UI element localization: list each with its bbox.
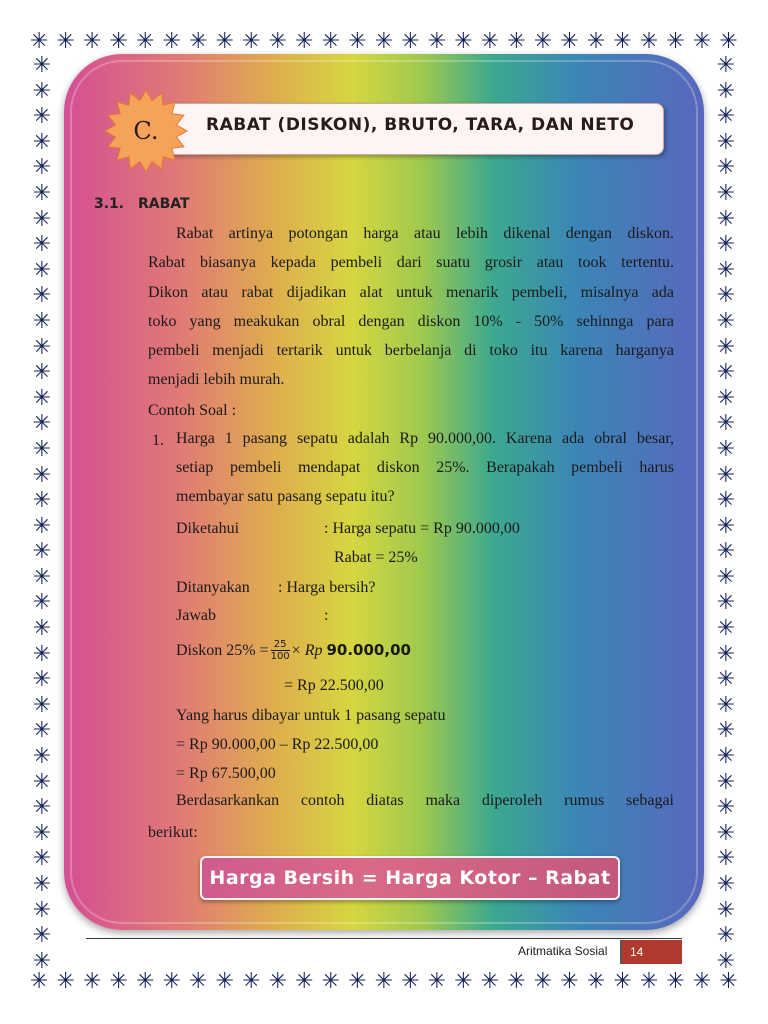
snowflake-icon: ✳ <box>32 769 52 795</box>
snowflake-icon: ✳ <box>189 29 208 54</box>
snowflake-icon: ✳ <box>32 923 52 949</box>
snowflake-icon: ✳ <box>374 29 394 54</box>
snowflake-icon: ✳ <box>215 969 235 994</box>
snowflake-icon: ✳ <box>427 29 447 54</box>
snowflake-icon: ✳ <box>716 539 736 565</box>
paragraph-line: Dikon atau rabat dijadikan alat untuk menarik pembeli, misalnya ada <box>148 284 674 301</box>
diskon-lhs: Diskon 25% = <box>176 642 269 659</box>
snowflake-icon: ✳ <box>692 969 712 994</box>
snowflake-icon: ✳ <box>56 29 75 54</box>
snowflake-icon: ✳ <box>32 360 52 386</box>
snowflake-icon: ✳ <box>268 29 288 54</box>
snowflake-icon: ✳ <box>719 29 738 54</box>
snowflake-icon: ✳ <box>716 155 736 181</box>
snowflake-icon: ✳ <box>716 769 736 795</box>
snowflake-icon: ✳ <box>32 795 52 821</box>
snowflake-icon: ✳ <box>56 969 75 994</box>
snowflake-icon: ✳ <box>666 29 685 54</box>
snowflake-icon: ✳ <box>560 969 579 994</box>
snowflake-icon: ✳ <box>242 29 261 54</box>
formula-box: Harga Bersih = Harga Kotor – Rabat <box>200 856 620 900</box>
snowflake-icon: ✳ <box>162 969 182 994</box>
paragraph-line: toko yang meakukan obral dengan diskon 10% - 50% sehinnga para <box>148 313 674 330</box>
example-label: Contoh Soal : <box>148 402 237 419</box>
fraction: $\frac{25}{100}$ <box>270 639 290 662</box>
snowflake-icon: ✳ <box>215 29 235 54</box>
snowflake-icon: ✳ <box>32 462 52 488</box>
snowflake-icon: ✳ <box>348 969 367 994</box>
snowflake-icon: ✳ <box>613 969 632 994</box>
snowflake-icon: ✳ <box>480 29 500 54</box>
snowflake-icon: ✳ <box>427 969 447 994</box>
snowflake-icon: ✳ <box>716 948 736 974</box>
snowflake-icon: ✳ <box>716 411 736 437</box>
problem-line: setiap pembeli mendapat diskon 25%. Berapakah pembeli harus <box>176 459 674 476</box>
snowflake-icon: ✳ <box>716 488 736 514</box>
snowflake-icon: ✳ <box>666 969 685 994</box>
problem-line: Harga 1 pasang sepatu adalah Rp 90.000,00. Karena ada obral besar, <box>176 430 674 447</box>
snowflake-icon: ✳ <box>716 232 736 258</box>
snowflake-icon: ✳ <box>507 29 526 54</box>
answer-label: Jawab <box>176 607 216 624</box>
snowflake-icon: ✳ <box>639 969 659 994</box>
asked-value: : Harga bersih? <box>278 579 376 596</box>
snowflake-icon: ✳ <box>692 29 712 54</box>
snowflake-icon: ✳ <box>32 539 52 565</box>
answer-colon: : <box>324 607 329 624</box>
times-symbol: × <box>291 642 301 659</box>
snowflake-icon: ✳ <box>560 29 579 54</box>
snowflake-icon: ✳ <box>30 969 49 994</box>
section-name: RABAT <box>138 196 190 212</box>
snowflake-icon: ✳ <box>32 744 52 770</box>
snowflake-icon: ✳ <box>32 897 52 923</box>
border-top <box>30 30 738 54</box>
border-left <box>30 54 54 974</box>
snowflake-icon: ✳ <box>32 692 52 718</box>
snowflake-icon: ✳ <box>32 206 52 232</box>
asked-label: Ditanyakan <box>176 579 250 596</box>
snowflake-icon: ✳ <box>716 513 736 539</box>
snowflake-icon: ✳ <box>716 385 736 411</box>
paragraph-line: pembeli menjadi tertarik untuk berbelanja di toko itu karena harganya <box>148 342 674 359</box>
footer-label: Aritmatika Sosial <box>518 944 608 958</box>
snowflake-icon: ✳ <box>716 360 736 386</box>
snowflake-icon: ✳ <box>716 53 736 78</box>
snowflake-icon: ✳ <box>716 692 736 718</box>
snowflake-icon: ✳ <box>716 590 736 616</box>
problem-number: 1. <box>152 432 164 449</box>
known-price: : Harga sepatu = Rp 90.000,00 <box>324 520 520 537</box>
snowflake-icon: ✳ <box>83 29 102 54</box>
pay-label: Yang harus dibayar untuk 1 pasang sepatu <box>176 707 446 724</box>
snowflake-icon: ✳ <box>136 969 155 994</box>
rp-symbol: Rp <box>304 642 323 659</box>
page-number: 14 <box>622 940 682 964</box>
snowflake-icon: ✳ <box>32 641 52 667</box>
snowflake-icon: ✳ <box>716 564 736 590</box>
snowflake-icon: ✳ <box>32 513 52 539</box>
snowflake-icon: ✳ <box>32 718 52 744</box>
pay-line: = Rp 90.000,00 – Rp 22.500,00 <box>176 736 379 753</box>
snowflake-icon: ✳ <box>32 129 52 155</box>
snowflake-icon: ✳ <box>32 411 52 437</box>
paragraph-line: menjadi lebih murah. <box>148 371 285 388</box>
section-number: 3.1. <box>94 196 125 212</box>
snowflake-icon: ✳ <box>716 744 736 770</box>
snowflake-icon: ✳ <box>32 78 52 104</box>
conclusion-line: Berdasarkankan contoh diatas maka diperoleh rumus sebagai <box>176 792 674 809</box>
snowflake-icon: ✳ <box>295 969 314 994</box>
snowflake-icon: ✳ <box>83 969 102 994</box>
snowflake-icon: ✳ <box>716 436 736 462</box>
snowflake-icon: ✳ <box>348 29 367 54</box>
snowflake-icon: ✳ <box>716 667 736 693</box>
snowflake-icon: ✳ <box>533 29 553 54</box>
conclusion-line: berikut: <box>148 824 198 841</box>
page-title: RABAT (DISKON), BRUTO, TARA, DAN NETO <box>206 115 635 135</box>
snowflake-icon: ✳ <box>32 846 52 872</box>
snowflake-icon: ✳ <box>716 795 736 821</box>
snowflake-icon: ✳ <box>32 257 52 283</box>
snowflake-icon: ✳ <box>295 29 314 54</box>
snowflake-icon: ✳ <box>586 29 606 54</box>
snowflake-icon: ✳ <box>32 155 52 181</box>
snowflake-icon: ✳ <box>321 29 341 54</box>
snowflake-icon: ✳ <box>716 78 736 104</box>
snowflake-icon: ✳ <box>454 969 473 994</box>
snowflake-icon: ✳ <box>716 641 736 667</box>
section-title <box>94 196 190 212</box>
paragraph-line: Rabat artinya potongan harga atau lebih dikenal dengan diskon. <box>176 225 674 242</box>
diskon-formula <box>176 636 411 665</box>
snowflake-icon: ✳ <box>32 283 52 309</box>
snowflake-icon: ✳ <box>401 969 420 994</box>
snowflake-icon: ✳ <box>32 820 52 846</box>
snowflake-icon: ✳ <box>242 969 261 994</box>
amount: 90.000,00 <box>326 641 411 659</box>
snowflake-icon: ✳ <box>716 897 736 923</box>
snowflake-icon: ✳ <box>109 969 128 994</box>
snowflake-icon: ✳ <box>374 969 394 994</box>
snowflake-icon: ✳ <box>162 29 182 54</box>
snowflake-icon: ✳ <box>32 308 52 334</box>
snowflake-icon: ✳ <box>32 436 52 462</box>
snowflake-icon: ✳ <box>32 667 52 693</box>
snowflake-icon: ✳ <box>32 180 52 206</box>
snowflake-icon: ✳ <box>136 29 155 54</box>
snowflake-icon: ✳ <box>480 969 500 994</box>
snowflake-icon: ✳ <box>716 283 736 309</box>
snowflake-icon: ✳ <box>716 206 736 232</box>
snowflake-icon: ✳ <box>716 129 736 155</box>
snowflake-icon: ✳ <box>189 969 208 994</box>
snowflake-icon: ✳ <box>716 334 736 360</box>
pay-result: = Rp 67.500,00 <box>176 765 276 782</box>
snowflake-icon: ✳ <box>32 564 52 590</box>
snowflake-icon: ✳ <box>507 969 526 994</box>
snowflake-icon: ✳ <box>716 872 736 897</box>
snowflake-icon: ✳ <box>716 462 736 488</box>
snowflake-icon: ✳ <box>716 616 736 642</box>
known-rabat: Rabat = 25% <box>334 549 418 566</box>
snowflake-icon: ✳ <box>32 872 52 897</box>
snowflake-icon: ✳ <box>719 969 738 994</box>
snowflake-icon: ✳ <box>109 29 128 54</box>
section-badge: C. <box>133 117 159 145</box>
snowflake-icon: ✳ <box>716 308 736 334</box>
diskon-result: = Rp 22.500,00 <box>284 677 384 694</box>
snowflake-icon: ✳ <box>268 969 288 994</box>
snowflake-icon: ✳ <box>321 969 341 994</box>
snowflake-icon: ✳ <box>32 334 52 360</box>
snowflake-icon: ✳ <box>716 718 736 744</box>
snowflake-icon: ✳ <box>716 846 736 872</box>
snowflake-icon: ✳ <box>639 29 659 54</box>
snowflake-icon: ✳ <box>533 969 553 994</box>
snowflake-icon: ✳ <box>716 820 736 846</box>
snowflake-icon: ✳ <box>716 104 736 130</box>
snowflake-icon: ✳ <box>454 29 473 54</box>
snowflake-icon: ✳ <box>32 488 52 514</box>
snowflake-icon: ✳ <box>32 385 52 411</box>
snowflake-icon: ✳ <box>32 232 52 258</box>
known-label: Diketahui <box>176 520 240 537</box>
snowflake-icon: ✳ <box>716 180 736 206</box>
snowflake-icon: ✳ <box>401 29 420 54</box>
snowflake-icon: ✳ <box>32 616 52 642</box>
snowflake-icon: ✳ <box>716 257 736 283</box>
snowflake-icon: ✳ <box>613 29 632 54</box>
snowflake-icon: ✳ <box>32 948 52 974</box>
snowflake-icon: ✳ <box>30 29 49 54</box>
snowflake-icon: ✳ <box>586 969 606 994</box>
border-right <box>714 54 738 974</box>
snowflake-icon: ✳ <box>32 590 52 616</box>
snowflake-icon: ✳ <box>716 923 736 949</box>
snowflake-icon: ✳ <box>32 104 52 130</box>
snowflake-icon: ✳ <box>32 53 52 78</box>
paragraph-line: Rabat biasanya kepada pembeli dari suatu grosir atau took tertentu. <box>148 254 674 271</box>
problem-line: membayar satu pasang sepatu itu? <box>176 488 395 505</box>
footer-rule <box>86 938 682 939</box>
border-bottom <box>30 970 738 994</box>
